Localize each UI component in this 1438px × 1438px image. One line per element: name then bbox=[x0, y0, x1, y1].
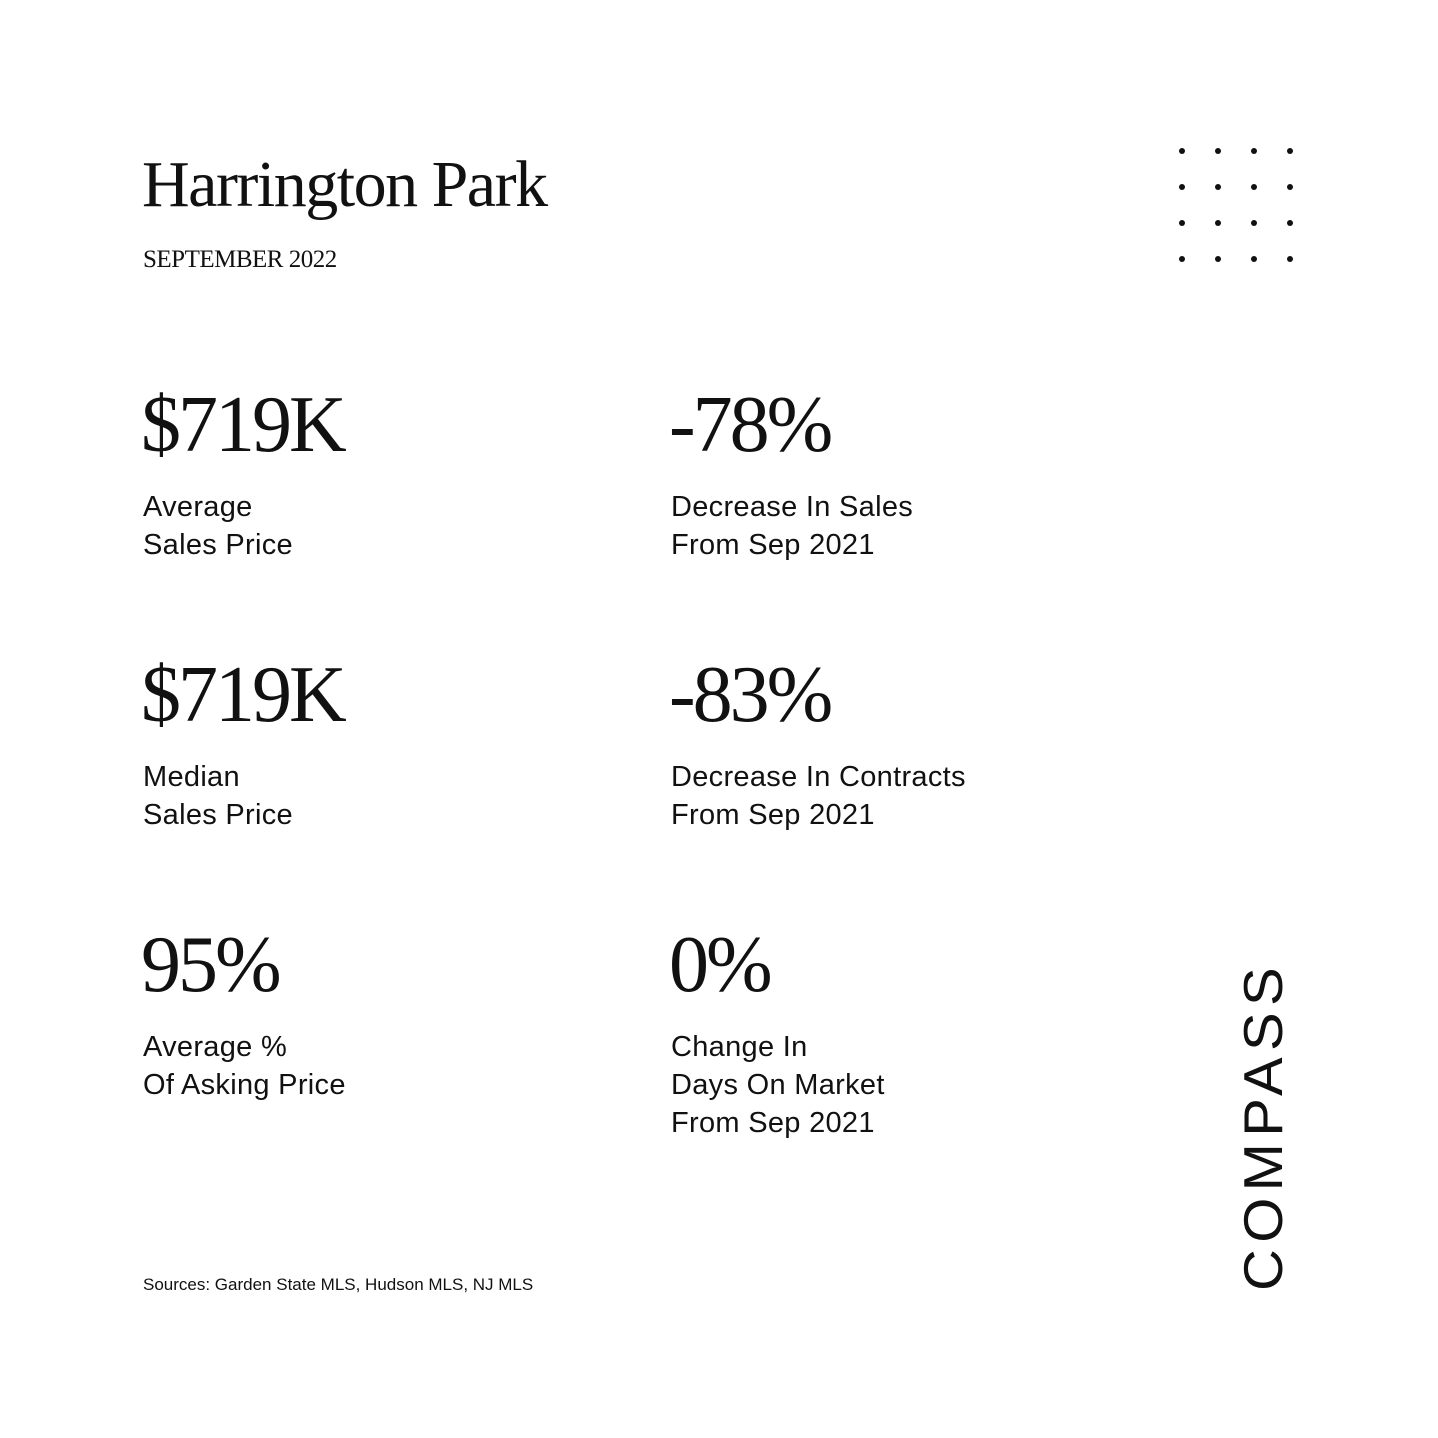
grid-dot bbox=[1287, 148, 1293, 154]
grid-dot bbox=[1287, 184, 1293, 190]
stat-label-line: Decrease In Sales bbox=[671, 491, 914, 523]
stat-label-line: Of Asking Price bbox=[143, 1069, 346, 1101]
stat-value: 95% bbox=[141, 921, 279, 1009]
stat-value: 0% bbox=[669, 921, 770, 1009]
grid-dot bbox=[1179, 220, 1185, 226]
stat-decrease-in-contracts bbox=[671, 650, 1151, 834]
stat-value: -78% bbox=[669, 381, 831, 469]
grid-dot bbox=[1251, 148, 1257, 154]
stat-label-line: Sales Price bbox=[143, 799, 293, 831]
stat-label bbox=[671, 758, 1151, 834]
sources-note: Sources: Garden State MLS, Hudson MLS, NJ MLS bbox=[143, 1275, 534, 1294]
stat-label-line: Decrease In Contracts bbox=[671, 761, 966, 793]
grid-dot bbox=[1215, 148, 1221, 154]
stat-average-of-asking-price bbox=[143, 920, 623, 1104]
grid-dot bbox=[1287, 256, 1293, 262]
stat-label-line: Average % bbox=[143, 1031, 288, 1063]
stat-label bbox=[143, 758, 623, 834]
grid-dot bbox=[1215, 256, 1221, 262]
grid-dot bbox=[1179, 184, 1185, 190]
page-title: Harrington Park bbox=[142, 148, 547, 221]
stat-value: $719K bbox=[141, 381, 344, 469]
stat-label-line: From Sep 2021 bbox=[671, 1107, 875, 1139]
stat-label-line: Days On Market bbox=[671, 1069, 885, 1101]
stat-label-line: From Sep 2021 bbox=[671, 529, 875, 561]
grid-dot bbox=[1179, 256, 1185, 262]
stat-value: -83% bbox=[669, 651, 831, 739]
stat-median-sales-price bbox=[143, 650, 623, 834]
stat-label-line: From Sep 2021 bbox=[671, 799, 875, 831]
stat-value: $719K bbox=[141, 651, 344, 739]
compass-logo bbox=[1232, 958, 1294, 1294]
stat-label bbox=[671, 488, 1151, 564]
grid-dot bbox=[1179, 148, 1185, 154]
grid-dot bbox=[1215, 184, 1221, 190]
stat-label-line: Sales Price bbox=[143, 529, 293, 561]
stat-average-sales-price bbox=[143, 380, 623, 564]
grid-dot bbox=[1251, 184, 1257, 190]
stat-label-line: Change In bbox=[671, 1031, 808, 1063]
report-date: SEPTEMBER 2022 bbox=[143, 246, 337, 273]
stat-label bbox=[671, 1028, 1151, 1142]
grid-dot bbox=[1215, 220, 1221, 226]
grid-dot bbox=[1251, 220, 1257, 226]
stat-decrease-in-sales bbox=[671, 380, 1151, 564]
stat-label bbox=[143, 488, 623, 564]
grid-dot bbox=[1251, 256, 1257, 262]
stat-label-line: Average bbox=[143, 491, 253, 523]
dot-grid-icon bbox=[1170, 139, 1302, 271]
stat-change-in-days-on-market bbox=[671, 920, 1151, 1142]
grid-dot bbox=[1287, 220, 1293, 226]
stat-label bbox=[143, 1028, 623, 1104]
stat-label-line: Median bbox=[143, 761, 240, 793]
compass-logo-text: COMPASS bbox=[1232, 978, 1294, 1291]
